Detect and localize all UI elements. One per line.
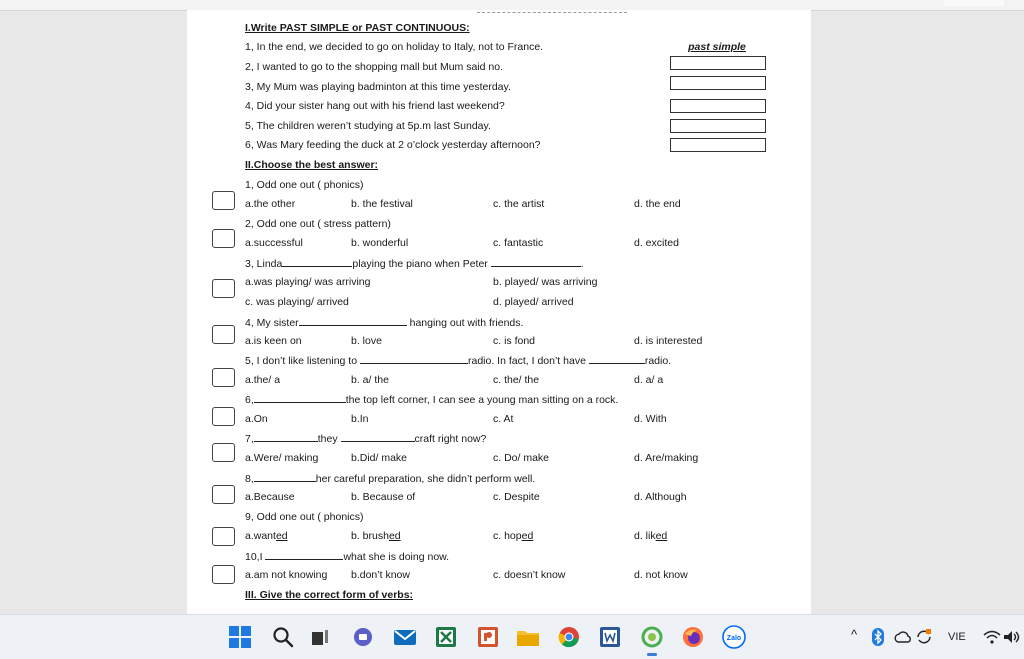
q9-option-d [634,530,667,542]
q10-blank [265,550,343,560]
q5-option-a: a.the/ a [245,374,281,386]
sync-icon[interactable] [914,627,934,647]
q7-blank-1 [254,432,318,442]
q7-answer-box[interactable] [212,443,235,462]
section1-item-1: 1, In the end, we decided to go on holiday to Italy, not to France. [245,41,544,53]
q5-stem-part1: 5, I don’t like listening to [245,355,358,367]
q9-option-b [351,530,401,542]
file-explorer-icon[interactable] [515,624,541,650]
q5-stem [245,354,671,367]
firefox-icon[interactable] [680,624,706,650]
q3-option-c: c. was playing/ arrived [245,296,349,308]
section1-item-4: 4, Did your sister hang out with his friend last weekend? [245,100,505,112]
onedrive-icon[interactable] [893,627,913,647]
q7-option-d: d. Are/making [634,452,699,464]
q8-stem-part2: her careful preparation, she didn’t perform well. [315,473,536,485]
section1-item-6: 6, Was Mary feeding the duck at 2 o’clock yesterday afternoon? [245,139,541,151]
taskbar [0,614,1024,659]
q6-option-a: a.On [245,413,268,425]
q4-option-c: c. is fond [493,335,536,347]
document-page [187,10,811,614]
answer-box-5[interactable] [670,119,766,133]
word-icon[interactable] [597,624,623,650]
q10-option-b: b.don’t know [351,569,410,581]
q3-stem-part3: . [580,258,584,270]
q8-blank [254,472,316,482]
section1-item-3: 3, My Mum was playing badminton at this time yesterday. [245,81,511,93]
q7-stem-part3: craft right now? [414,433,487,445]
q6-stem [245,393,618,406]
q9-c-underlined: ed [521,530,534,542]
q8-answer-box[interactable] [212,485,235,504]
q9-option-c [493,530,533,542]
q1-option-b: b. the festival [351,198,413,210]
q6-option-d: d. With [634,413,667,425]
q10-stem-part2: what she is doing now. [343,551,450,563]
q1-stem: 1, Odd one out ( phonics) [245,179,364,191]
q4-stem [245,316,523,329]
q6-option-c: c. At [493,413,514,425]
q4-stem-part1: 4, My sister [245,317,299,329]
q5-option-c: c. the/ the [493,374,540,386]
volume-icon[interactable] [1002,627,1022,647]
q9-c-prefix: c. hop [493,530,522,542]
task-view-icon[interactable] [307,624,333,650]
q9-a-prefix: a.want [245,530,276,542]
q8-stem-part1: 8, [245,473,254,485]
q3-option-b: b. played/ was arriving [493,276,598,288]
section1-heading: I.Write PAST SIMPLE or PAST CONTINUOUS: [245,22,470,34]
q3-blank-2 [491,257,581,267]
mail-icon[interactable] [392,624,418,650]
past-simple-header: past simple [688,41,746,53]
zalo-icon[interactable] [721,624,747,650]
q3-option-a: a.was playing/ was arriving [245,276,371,288]
q2-option-a: a.successful [245,237,303,249]
q3-blank-1 [282,257,352,267]
q8-option-a: a.Because [245,491,295,503]
q4-blank [299,316,407,326]
section3-heading: III. Give the correct form of verbs: [245,589,414,601]
q5-answer-box[interactable] [212,368,235,387]
active-app-indicator [647,653,657,656]
chrome-icon[interactable] [556,624,582,650]
q1-option-c: c. the artist [493,198,545,210]
q9-stem: 9, Odd one out ( phonics) [245,511,364,523]
q7-stem-part1: 7, [245,433,254,445]
q7-option-c: c. Do/ make [493,452,550,464]
q6-stem-part2: the top left corner, I can see a young man sitting on a rock. [345,394,619,406]
q6-option-b: b.In [351,413,369,425]
q7-option-a: a.Were/ making [245,452,319,464]
q5-option-b: b. a/ the [351,374,389,386]
q7-stem [245,432,486,445]
wifi-icon[interactable] [982,627,1002,647]
excel-icon[interactable] [433,624,459,650]
q3-stem-part2: playing the piano when Peter [352,258,488,270]
q6-blank [254,393,346,403]
powerpoint-icon[interactable] [475,624,501,650]
q3-stem [245,257,584,270]
q2-option-c: c. fantastic [493,237,544,249]
q4-option-b: b. love [351,335,382,347]
q9-b-prefix: b. brush [351,530,389,542]
q3-option-d: d. played/ arrived [493,296,574,308]
q4-option-a: a.is keen on [245,335,302,347]
q10-stem [245,550,449,563]
q8-stem [245,472,535,485]
q2-answer-box[interactable] [212,229,235,248]
q4-option-d: d. is interested [634,335,703,347]
q7-stem-part2: they [317,433,338,445]
q6-answer-box[interactable] [212,407,235,426]
q2-option-d: d. excited [634,237,679,249]
q1-answer-box[interactable] [212,191,235,210]
q5-option-d: d. a/ a [634,374,664,386]
q8-option-b: b. Because of [351,491,416,503]
q1-option-a: a.the other [245,198,296,210]
q5-blank-2 [589,354,645,364]
q9-a-underlined: ed [275,530,288,542]
q1-option-d: d. the end [634,198,681,210]
q8-option-d: d. Although [634,491,687,503]
answer-box-2[interactable] [670,56,766,70]
q8-option-c: c. Despite [493,491,540,503]
green-app-icon[interactable] [639,624,665,650]
section2-heading: II.Choose the best answer: [245,159,379,171]
q5-stem-part2: radio. In fact, I don’t have [468,355,586,367]
q3-answer-box[interactable] [212,279,235,298]
language-indicator[interactable]: VIE [948,631,966,643]
q10-stem-part1: 10,I [245,551,263,563]
answer-box-4[interactable] [670,99,766,113]
teams-chat-icon[interactable] [350,624,376,650]
section1-item-2: 2, I wanted to go to the shopping mall but Mum said no. [245,61,503,73]
q9-d-underlined: ed [655,530,668,542]
search-icon[interactable] [270,624,296,650]
q7-option-b: b.Did/ make [351,452,408,464]
cutoff-title [477,10,627,13]
q9-answer-box[interactable] [212,527,235,546]
q5-stem-part3: radio. [644,355,672,367]
section1-item-5: 5, The children weren’t studying at 5p.m last Sunday. [245,120,491,132]
q5-blank-1 [360,354,468,364]
zalo-label: Zalo [726,635,742,642]
title-bar-controls [944,0,1004,6]
q9-d-prefix: d. lik [634,530,656,542]
q7-blank-2 [341,432,415,442]
answer-box-6[interactable] [670,138,766,152]
q9-option-a [245,530,288,542]
q10-option-a: a.am not knowing [245,569,328,581]
q4-stem-part2: hanging out with friends. [409,317,524,329]
q10-answer-box[interactable] [212,565,235,584]
q3-stem-part1: 3, Linda [245,258,283,270]
q2-stem: 2, Odd one out ( stress pattern) [245,218,391,230]
q2-option-b: b. wonderful [351,237,409,249]
answer-box-3[interactable] [670,76,766,90]
windows-start-icon[interactable] [227,624,253,650]
q10-option-d: d. not know [634,569,688,581]
q6-stem-part1: 6, [245,394,254,406]
bluetooth-icon[interactable] [869,627,887,647]
q9-b-underlined: ed [388,530,401,542]
q4-answer-box[interactable] [212,325,235,344]
tray-chevron[interactable]: ^ [851,627,858,642]
q10-option-c: c. doesn’t know [493,569,566,581]
